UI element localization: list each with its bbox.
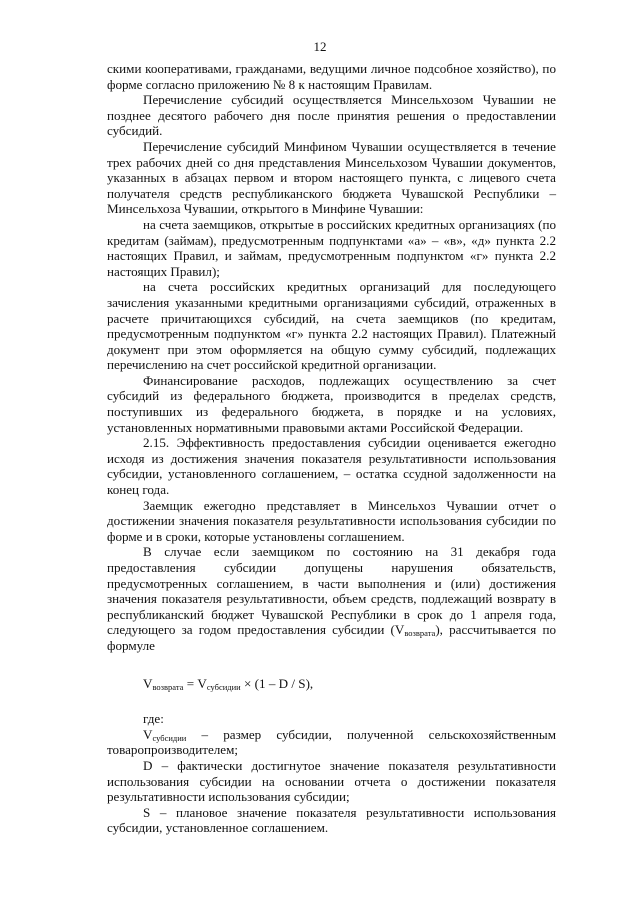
paragraph-2: Перечисление субсидий осуществляется Минсельхозом Чувашии не позднее десятого рабочего дня после принятия решения о предоставлении субсидий.	[107, 92, 556, 139]
definition-v-symbol: V	[143, 726, 153, 742]
subscript-vozvrata: возврата	[404, 628, 436, 639]
formula-sub-right: субсидии	[206, 681, 241, 692]
definition-d: D – фактически достигнутое значение показателя результативности использования субсидии на основании отчета о достижении показателя результативности использования субсидии;	[107, 757, 556, 805]
definition-v-text: – размер субсидии, полученной сельскохозяйственным товаропроизводителем;	[107, 726, 556, 758]
paragraph-4: на счета заемщиков, открытые в российских кредитных организациях (по кредитам (займам), предусмотренным подпунктами «а» – «в», «д» пункта 2.2 настоящих Правил, и займам, предусмотренным подпунктом «г» пункта 2.2 настоящих Правил);	[107, 216, 556, 279]
paragraph-5: на счета российских кредитных организаций для последующего зачисления указанными кредитными организациями субсидий, отраженных в расчете причитающихся субсидий, на счета заемщиков (по кредитам, предусмотренным подпунктом «г» пункта 2.2 настоящих Правил). Платежный документ при этом оформляется на общую сумму субсидий, подлежащих перечислению на счет российской кредитной организации.	[107, 279, 556, 373]
paragraph-9-text: В случае если заемщиком по состоянию на 31 декабря года предоставления субсидии допущены нарушения обязательств, предусмотренных соглашением, в части выполнения и (или) достижения значения показателя результативности, объем средств, подлежащий возврату в республиканский бюджет Чувашской Республики в срок до 1 апреля года, следующего за годом предоставления субсидии (V	[107, 544, 556, 638]
definition-v-sub: субсидии	[152, 732, 187, 743]
paragraph-8: Заемщик ежегодно представляет в Минсельхоз Чувашии отчет о достижении значения показателя результативности использования субсидии по форме и в сроки, которые установлены соглашением.	[107, 497, 556, 544]
paragraph-9	[107, 544, 556, 653]
formula-rest: × (1 – D / S),	[240, 675, 314, 691]
page-number: 12	[313, 39, 327, 54]
paragraph-9-tail: ), рассчитывается по формуле	[107, 622, 557, 653]
formula-v: V	[143, 675, 153, 691]
paragraph-1: скими кооперативами, гражданами, ведущими личное подсобное хозяйство), по форме согласно приложению № 8 к настоящим Правилам.	[107, 61, 556, 92]
document-body	[107, 61, 556, 836]
definition-v	[107, 727, 556, 758]
paragraph-3: Перечисление субсидий Минфином Чувашии осуществляется в течение трех рабочих дней со дня представления Минсельхозом Чувашии документов, указанных в абзацах первом и втором настоящего пункта, с лицевого счета получателя средств республиканского бюджета Чувашской Республики – Минсельхоза Чувашии, открытого в Минфине Чувашии:	[107, 138, 556, 217]
definition-s: S – плановое значение показателя результативности использования субсидии, установленное соглашением.	[107, 804, 556, 836]
paragraph-7: 2.15. Эффективность предоставления субсидии оценивается ежегодно исходя из достижения значения показателя результативности использования субсидии, установленного соглашением, – остатка ссудной задолженности на конец года.	[107, 435, 556, 498]
formula	[107, 676, 556, 692]
formula-eq: = V	[183, 675, 207, 691]
paragraph-6: Финансирование расходов, подлежащих осуществлению за счет субсидий из федерального бюджета, производится в пределах средств, поступивших из федерального бюджета, в порядке и на условиях, установленных нормативными правовыми актами Российской Федерации.	[107, 372, 556, 435]
formula-sub-left: возврата	[152, 681, 184, 692]
where-label: где:	[143, 711, 164, 727]
